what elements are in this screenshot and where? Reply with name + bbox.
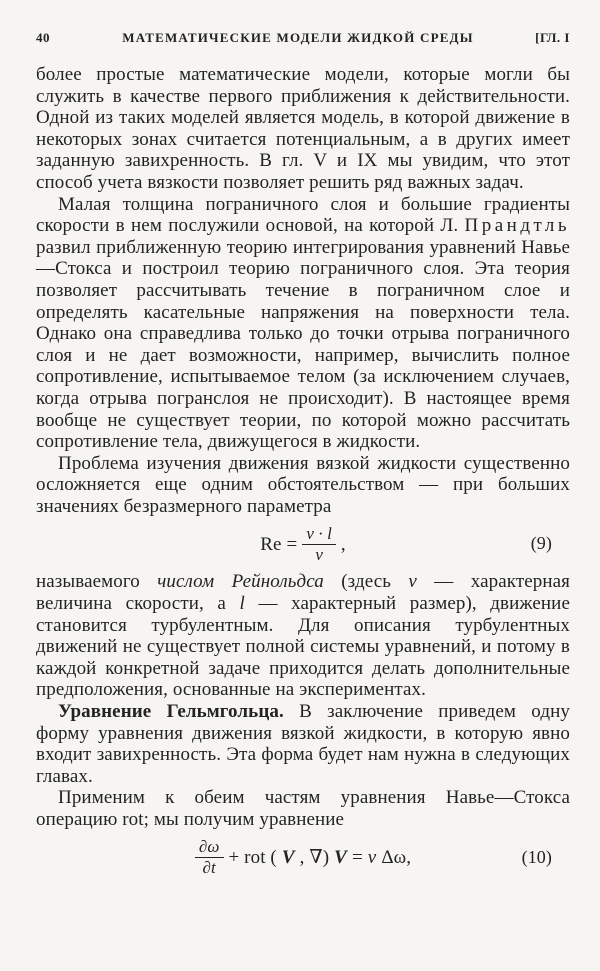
paragraph-text: — характерная величина скорости, а [36,571,570,615]
vector-v: V [334,846,347,868]
equation-number: (9) [530,533,552,554]
author-name-prandtl: Прандтль [464,215,570,237]
vector-v: V [281,846,295,868]
running-header [36,30,570,46]
variable-l: l [239,593,245,615]
fraction-numerator: ∂ω [195,838,224,858]
page-body [36,64,570,881]
paragraph-text: называемого [36,571,158,593]
paragraph-viscous-problem [36,453,570,518]
paragraph-text: В заключение приведем одну форму уравнения движения вязкой жидкости, в которую явно входит завихренность. Эта форма будет нам нужна в следующих главах. [36,701,570,787]
fraction-denominator: ν [315,544,323,564]
paragraph-continuation [36,64,570,194]
variable-v: v [408,571,417,593]
paragraph-text: Проблема изучения движения вязкой жидкости существенно осложняется еще одним обстоятельством — при больших значениях безразмерного параметра [36,452,570,517]
section-lead-helmholtz: Уравнение Гельмгольца. [58,701,284,723]
operator-rot: + rot ( [228,846,277,868]
term-reynolds-number: числом Рейнольдса [157,571,324,593]
paragraph-text: развил приближенную теорию интегрирования уравнений Навье—Стокса и построил теорию пограничного слоя. Эта теория позволяет рассчитывать течение в пограничном слое и определять касательные напряжения на поверхности тела. Однако она справедлива только до точки отрыва пограничного слоя и не дает возможности, например, вычислить полное сопротивление, испытываемое телом (за исключением случаев, когда отрыва погранслоя не происходит). В настоящее время вообще не существует теории, по которой можно рассчитать сопротивление тела, движущегося в жидкости. [36,236,570,453]
equation-formula [260,525,346,565]
paragraph-text: более простые математические модели, которые могли бы служить в качестве первого приближения к действительности. Одной из таких моделей является модель, в которой движение в некоторых зонах считается потенциальным, а в других имеет заданную завихренность. В гл. V и IX мы увидим, что этот способ учета вязкости позволяет решить ряд важных задач. [36,64,570,193]
laplacian-omega: Δω, [381,846,412,868]
chapter-reference: [ГЛ. I [535,30,570,45]
paragraph-text: — характерный размер), движение становится турбулентным. Для описания турбулентных движений не существует полной системы уравнений, и потому в каждой конкретной задаче приходится делать дополнительные предположения, основанные на экспериментах. [36,593,570,701]
comma: , [340,533,346,555]
reynolds-symbol: Re [260,533,282,555]
fraction-numerator: v · l [302,525,336,545]
equals-sign: = [286,533,298,555]
paragraph-text: (здесь [323,571,409,593]
equals-sign: = [351,846,363,868]
paragraph-reynolds-number [36,571,570,701]
paragraph-boundary-layer [36,194,570,453]
fraction [195,838,224,878]
fraction [302,525,336,565]
running-title: МАТЕМАТИЧЕСКИЕ МОДЕЛИ ЖИДКОЙ СРЕДЫ [122,30,474,45]
paragraph-helmholtz [36,701,570,787]
equation-reynolds [36,521,570,567]
equation-helmholtz [36,835,570,881]
page-number: 40 [36,30,50,45]
nabla-group: , ∇) [299,846,330,868]
nu-symbol: ν [367,846,377,868]
equation-formula [195,838,411,878]
paragraph-apply-rot [36,787,570,830]
paragraph-text: Применим к обеим частям уравнения Навье—Стокса операцию rot; мы получим уравнение [36,787,570,830]
paragraph-text: Малая толщина пограничного слоя и большие градиенты скорости в нем послужили основой, на которой Л. [36,193,570,237]
fraction-denominator: ∂t [202,858,216,878]
equation-number: (10) [521,846,552,867]
